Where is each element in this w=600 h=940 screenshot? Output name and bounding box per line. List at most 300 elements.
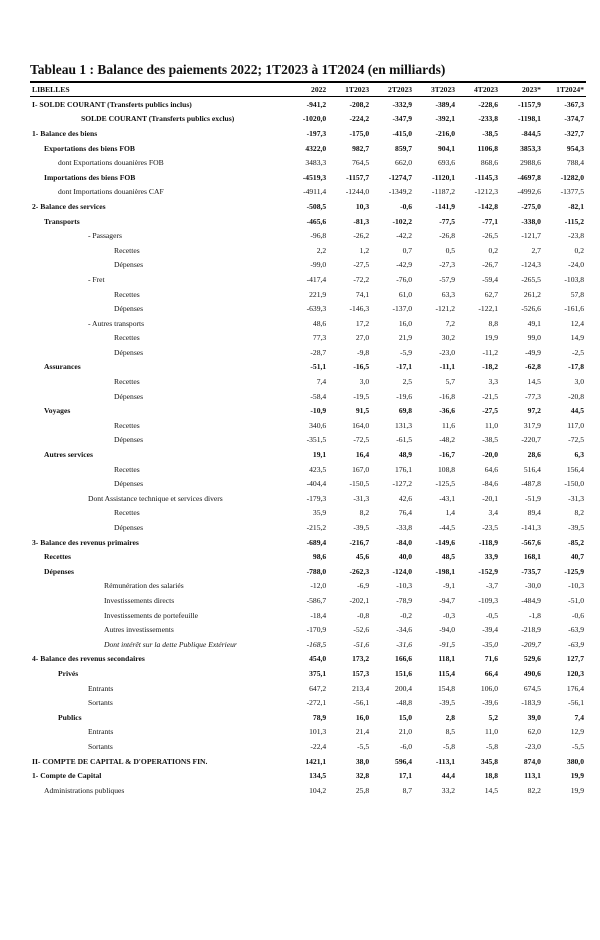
- row-value: -84,6: [482, 479, 499, 489]
- row-value: -48,2: [439, 435, 456, 445]
- table-row: [30, 681, 586, 696]
- row-value: 12,9: [570, 727, 584, 737]
- row-value: -24,0: [568, 260, 584, 270]
- row-value: 7,4: [316, 377, 327, 387]
- row-value: -77,1: [482, 216, 499, 226]
- balance-of-payments-table: [30, 81, 586, 798]
- row-value: -170,9: [306, 625, 327, 635]
- row-value: 213,4: [352, 683, 370, 693]
- row-value: -39,5: [568, 523, 584, 533]
- row-value: -33,8: [396, 523, 413, 533]
- row-value: 596,4: [395, 756, 413, 766]
- row-value: 16,4: [355, 450, 370, 460]
- row-value: -198,1: [435, 566, 456, 576]
- row-value: -94,7: [439, 595, 456, 605]
- row-value: -179,3: [306, 493, 327, 503]
- table-row: [30, 316, 586, 331]
- row-value: -1145,3: [475, 172, 499, 182]
- row-value: 874,0: [523, 756, 541, 766]
- table-row: [30, 331, 586, 346]
- row-label: Recettes: [114, 289, 140, 299]
- row-value: -4992,6: [517, 187, 541, 197]
- row-value: 11,0: [485, 727, 499, 737]
- row-value: -72,5: [568, 435, 584, 445]
- table-row: [30, 491, 586, 506]
- row-value: -77,5: [439, 216, 456, 226]
- row-value: -18,4: [310, 610, 327, 620]
- row-label: 1- Compte de Capital: [32, 771, 102, 781]
- row-value: 45,6: [355, 552, 370, 562]
- row-label: I- SOLDE COURANT (Transferts publics inclus): [32, 99, 192, 109]
- row-label: Voyages: [44, 406, 71, 416]
- row-value: 454,0: [309, 654, 327, 664]
- row-value: 14,5: [484, 785, 499, 795]
- row-value: 42,6: [398, 493, 413, 503]
- row-value: 21,4: [355, 727, 370, 737]
- row-value: -49,9: [525, 347, 541, 357]
- row-value: 62,7: [484, 289, 499, 299]
- row-value: -639,3: [306, 304, 327, 314]
- row-value: -1274,7: [388, 172, 413, 182]
- row-value: 0,2: [488, 245, 499, 255]
- row-label: Recettes: [44, 552, 71, 562]
- row-value: -487,8: [521, 479, 541, 489]
- row-value: 120,3: [566, 668, 584, 678]
- table-row: [30, 506, 586, 521]
- row-value: -42,2: [396, 231, 413, 241]
- row-value: -224,2: [349, 114, 370, 124]
- row-value: -208,2: [349, 99, 370, 109]
- row-value: -228,6: [478, 99, 499, 109]
- row-label: Entrants: [88, 727, 114, 737]
- row-value: 151,6: [395, 668, 413, 678]
- row-label: Recettes: [114, 464, 140, 474]
- table-row: [30, 637, 586, 652]
- row-value: 345,8: [480, 756, 499, 766]
- table-row: [30, 228, 586, 243]
- row-value: -5,8: [443, 741, 456, 751]
- row-value: -16,5: [353, 362, 370, 372]
- row-value: 71,6: [484, 654, 499, 664]
- header-2022: 2022: [285, 82, 328, 97]
- table-row: [30, 549, 586, 564]
- row-value: -567,6: [521, 537, 541, 547]
- row-value: 99,0: [527, 333, 541, 343]
- row-value: -338,0: [521, 216, 541, 226]
- row-value: -113,1: [435, 756, 456, 766]
- row-value: -20,0: [482, 450, 499, 460]
- row-value: -404,4: [306, 479, 327, 489]
- row-value: -59,4: [482, 274, 499, 284]
- row-value: -39,5: [353, 523, 370, 533]
- table-row: [30, 301, 586, 316]
- table-row: [30, 141, 586, 156]
- row-value: 57,8: [570, 289, 584, 299]
- row-label: Autres investissements: [104, 625, 174, 635]
- row-value: -0,5: [485, 610, 499, 620]
- row-label: Recettes: [114, 508, 140, 518]
- row-value: -272,1: [306, 698, 327, 708]
- row-label: Exportations des biens FOB: [44, 143, 135, 153]
- row-value: 63,3: [441, 289, 456, 299]
- row-value: -36,6: [439, 406, 456, 416]
- row-value: -39,6: [482, 698, 499, 708]
- table-row: [30, 666, 586, 681]
- row-value: -1377,5: [560, 187, 584, 197]
- row-value: 17,2: [355, 318, 370, 328]
- table-row: [30, 418, 586, 433]
- row-value: -415,0: [392, 128, 413, 138]
- row-value: -48,8: [396, 698, 413, 708]
- table-row: [30, 725, 586, 740]
- row-value: 3,0: [574, 377, 584, 387]
- row-value: -63,9: [568, 625, 584, 635]
- row-label: SOLDE COURANT (Transferts publics exclus): [80, 114, 235, 124]
- row-value: 21,9: [398, 333, 413, 343]
- row-value: 19,9: [484, 333, 499, 343]
- row-label: Dépenses: [114, 347, 144, 357]
- row-value: -202,1: [349, 595, 370, 605]
- header-2023: 2023*: [500, 82, 543, 97]
- row-value: -1157,7: [346, 172, 370, 182]
- row-value: 167,0: [352, 464, 370, 474]
- row-value: -4697,8: [517, 172, 541, 182]
- row-value: 48,9: [398, 450, 413, 460]
- row-value: -31,6: [396, 639, 413, 649]
- row-label: Rémunération des salariés: [104, 581, 184, 591]
- table-row: [30, 126, 586, 141]
- table-row: [30, 185, 586, 200]
- row-value: -586,7: [306, 595, 327, 605]
- row-value: -96,8: [310, 231, 327, 241]
- row-value: -26,5: [482, 231, 499, 241]
- table-row: [30, 783, 586, 798]
- row-value: -0,6: [571, 610, 584, 620]
- header-4t2023: 4T2023: [457, 82, 500, 97]
- row-value: -262,3: [349, 566, 370, 576]
- row-value: -26,8: [439, 231, 456, 241]
- header-3t2023: 3T2023: [414, 82, 457, 97]
- row-value: -1282,0: [560, 172, 584, 182]
- row-value: 4322,0: [305, 143, 327, 153]
- row-value: -44,5: [439, 523, 456, 533]
- row-value: 113,1: [524, 771, 541, 781]
- row-value: -689,4: [306, 537, 327, 547]
- row-value: -121,2: [435, 304, 456, 314]
- row-value: 164,0: [352, 420, 370, 430]
- row-value: 19,9: [570, 771, 584, 781]
- row-value: -6,0: [400, 741, 413, 751]
- row-label: Dépenses: [114, 435, 144, 445]
- row-value: -4911,4: [303, 187, 327, 197]
- row-value: -23,5: [482, 523, 499, 533]
- row-value: 21,0: [398, 727, 413, 737]
- header-libelles: LIBELLES: [30, 82, 285, 97]
- row-value: -10,3: [396, 581, 413, 591]
- row-value: 10,3: [355, 201, 370, 211]
- row-value: 2,2: [316, 245, 327, 255]
- table-row: [30, 155, 586, 170]
- row-label: Investissements de portefeuille: [104, 610, 199, 620]
- row-value: 529,6: [523, 654, 541, 664]
- row-value: -58,4: [310, 391, 327, 401]
- row-value: -125,5: [435, 479, 456, 489]
- row-value: 44,4: [441, 771, 456, 781]
- row-value: -81,3: [353, 216, 370, 226]
- row-value: -72,2: [353, 274, 370, 284]
- row-value: -18,2: [482, 362, 499, 372]
- row-value: 6,3: [574, 450, 584, 460]
- row-value: 69,8: [398, 406, 413, 416]
- row-value: 340,6: [309, 420, 327, 430]
- row-value: 97,2: [527, 406, 541, 416]
- row-value: -23,8: [568, 231, 584, 241]
- header-1t2024: 1T2024*: [543, 82, 586, 97]
- row-value: -26,2: [353, 231, 370, 241]
- row-value: -11,1: [439, 362, 456, 372]
- row-value: -0,6: [400, 201, 413, 211]
- row-value: -844,5: [521, 128, 541, 138]
- row-value: -347,9: [392, 114, 413, 124]
- row-value: -109,3: [478, 595, 499, 605]
- row-value: 16,0: [398, 318, 413, 328]
- row-value: -21,5: [482, 391, 499, 401]
- table-row: [30, 403, 586, 418]
- row-value: -19,5: [353, 391, 370, 401]
- row-value: 40,7: [570, 552, 584, 562]
- header-2t2023: 2T2023: [371, 82, 414, 97]
- row-value: -56,1: [353, 698, 370, 708]
- row-value: 91,5: [355, 406, 370, 416]
- row-value: -102,2: [392, 216, 413, 226]
- row-value: -141,3: [521, 523, 541, 533]
- row-value: -31,3: [568, 493, 584, 503]
- row-label: Recettes: [114, 420, 140, 430]
- row-value: -99,0: [310, 260, 327, 270]
- row-value: 64,6: [484, 464, 499, 474]
- row-value: -465,6: [306, 216, 327, 226]
- row-value: -39,5: [439, 698, 456, 708]
- row-value: -28,7: [310, 347, 327, 357]
- header-1t2023: 1T2023: [328, 82, 371, 97]
- row-value: 221,9: [309, 289, 327, 299]
- row-value: 3,0: [359, 377, 370, 387]
- row-value: 1106,8: [477, 143, 499, 153]
- table-row: [30, 243, 586, 258]
- row-value: 38,0: [355, 756, 370, 766]
- row-value: -6,9: [357, 581, 370, 591]
- row-value: 76,4: [398, 508, 413, 518]
- row-value: 0,2: [574, 245, 584, 255]
- row-value: 1,4: [445, 508, 456, 518]
- row-value: -526,6: [521, 304, 541, 314]
- row-value: -23,0: [439, 347, 456, 357]
- row-value: -392,1: [435, 114, 456, 124]
- table-row: [30, 447, 586, 462]
- row-value: -122,1: [478, 304, 499, 314]
- row-value: -2,5: [571, 347, 584, 357]
- row-value: 5,7: [445, 377, 456, 387]
- row-value: 1,2: [359, 245, 370, 255]
- row-value: -215,2: [306, 523, 327, 533]
- row-value: 19,1: [312, 450, 327, 460]
- row-value: -23,0: [525, 741, 541, 751]
- row-value: -146,3: [349, 304, 370, 314]
- row-value: 3483,3: [305, 158, 327, 168]
- row-value: 693,6: [437, 158, 456, 168]
- row-value: -197,3: [306, 128, 327, 138]
- row-value: -1157,9: [517, 99, 541, 109]
- row-value: 117,0: [567, 420, 584, 430]
- row-value: 77,3: [312, 333, 327, 343]
- row-value: -137,0: [392, 304, 413, 314]
- row-value: -417,4: [306, 274, 327, 284]
- row-value: -1120,1: [432, 172, 456, 182]
- row-value: 173,2: [352, 654, 370, 664]
- row-value: 200,4: [395, 683, 413, 693]
- row-value: -332,9: [392, 99, 413, 109]
- row-value: 982,7: [352, 143, 370, 153]
- row-value: -91,5: [439, 639, 456, 649]
- row-value: 868,6: [480, 158, 499, 168]
- table-row: [30, 112, 586, 127]
- row-label: Dépenses: [114, 304, 144, 314]
- row-value: 98,6: [312, 552, 327, 562]
- row-value: -1244,0: [345, 187, 370, 197]
- row-value: -62,8: [525, 362, 541, 372]
- row-value: -51,0: [568, 595, 584, 605]
- row-value: 166,6: [395, 654, 413, 664]
- row-value: 61,0: [398, 289, 413, 299]
- row-label: dont Exportations douanières FOB: [58, 158, 164, 168]
- row-value: -57,9: [439, 274, 456, 284]
- row-value: -367,3: [564, 99, 584, 109]
- row-label: Recettes: [114, 333, 140, 343]
- row-value: -216,0: [435, 128, 456, 138]
- table-row: [30, 739, 586, 754]
- row-value: 40,0: [398, 552, 413, 562]
- row-value: -124,3: [521, 260, 541, 270]
- row-value: 176,1: [395, 464, 413, 474]
- row-value: 25,8: [355, 785, 370, 795]
- row-value: -31,3: [353, 493, 370, 503]
- row-label: Investissements directs: [104, 595, 175, 605]
- row-value: 11,6: [442, 420, 456, 430]
- row-value: -150,0: [564, 479, 584, 489]
- table-row: [30, 258, 586, 273]
- table-row: [30, 652, 586, 667]
- row-value: -85,2: [568, 537, 584, 547]
- row-value: -72,5: [353, 435, 370, 445]
- table-row: [30, 199, 586, 214]
- row-value: -10,9: [310, 406, 327, 416]
- row-value: -78,9: [396, 595, 413, 605]
- row-value: -508,5: [306, 201, 327, 211]
- row-label: Entrants: [88, 683, 114, 693]
- row-value: 18,8: [484, 771, 499, 781]
- table-row: [30, 374, 586, 389]
- row-value: -125,9: [564, 566, 584, 576]
- table-row: [30, 476, 586, 491]
- row-value: -788,0: [306, 566, 327, 576]
- row-value: 14,9: [570, 333, 584, 343]
- table-row: [30, 272, 586, 287]
- row-value: 33,2: [441, 785, 456, 795]
- row-value: -19,6: [396, 391, 413, 401]
- row-value: -63,9: [568, 639, 584, 649]
- row-label: Dont Assistance technique et services divers: [88, 493, 223, 503]
- row-value: 176,4: [566, 683, 584, 693]
- row-value: 764,5: [352, 158, 370, 168]
- table-row: [30, 710, 586, 725]
- table-row: [30, 287, 586, 302]
- row-value: 131,3: [395, 420, 413, 430]
- row-value: 89,4: [527, 508, 541, 518]
- row-value: 104,2: [309, 785, 327, 795]
- row-value: -5,9: [400, 347, 413, 357]
- table-row: [30, 462, 586, 477]
- row-label: Dépenses: [114, 260, 144, 270]
- row-value: 0,5: [445, 245, 456, 255]
- row-value: 30,2: [441, 333, 456, 343]
- document-page: [30, 62, 586, 798]
- row-value: -121,7: [521, 231, 541, 241]
- table-row: [30, 754, 586, 769]
- row-label: Recettes: [114, 377, 140, 387]
- row-value: -20,1: [482, 493, 499, 503]
- row-label: Importations des biens FOB: [44, 172, 136, 182]
- row-value: -12,0: [310, 581, 327, 591]
- row-value: -30,0: [525, 581, 541, 591]
- table-row: [30, 520, 586, 535]
- row-value: 5,2: [488, 712, 499, 722]
- row-value: 156,4: [566, 464, 584, 474]
- row-label: Assurances: [44, 362, 81, 372]
- row-value: 788,4: [566, 158, 584, 168]
- row-label: Sortants: [88, 698, 113, 708]
- row-value: -389,4: [435, 99, 456, 109]
- row-value: 11,0: [485, 420, 499, 430]
- row-value: 0,7: [402, 245, 413, 255]
- row-value: -484,9: [521, 595, 541, 605]
- row-value: -351,5: [306, 435, 327, 445]
- row-value: -39,4: [482, 625, 499, 635]
- row-value: -161,6: [564, 304, 584, 314]
- row-value: -11,2: [482, 347, 499, 357]
- row-value: -35,0: [482, 639, 499, 649]
- row-label: Autres services: [44, 450, 93, 460]
- row-value: -216,7: [349, 537, 370, 547]
- row-label: 2- Balance des services: [32, 201, 106, 211]
- row-value: -209,7: [521, 639, 541, 649]
- row-value: -56,1: [568, 698, 584, 708]
- row-value: -51,9: [525, 493, 541, 503]
- row-label: - Passagers: [88, 231, 122, 241]
- row-value: 28,6: [527, 450, 541, 460]
- row-value: 154,8: [437, 683, 456, 693]
- row-value: 12,4: [570, 318, 584, 328]
- row-label: 3- Balance des revenus primaires: [32, 537, 139, 547]
- row-label: Sortants: [88, 741, 113, 751]
- row-label: dont Importations douanières CAF: [58, 187, 164, 197]
- row-value: -175,0: [349, 128, 370, 138]
- row-value: 48,5: [441, 552, 456, 562]
- row-value: -77,3: [525, 391, 541, 401]
- table-row: [30, 593, 586, 608]
- row-value: -0,2: [400, 610, 413, 620]
- row-value: -149,6: [435, 537, 456, 547]
- row-value: 16,0: [355, 712, 370, 722]
